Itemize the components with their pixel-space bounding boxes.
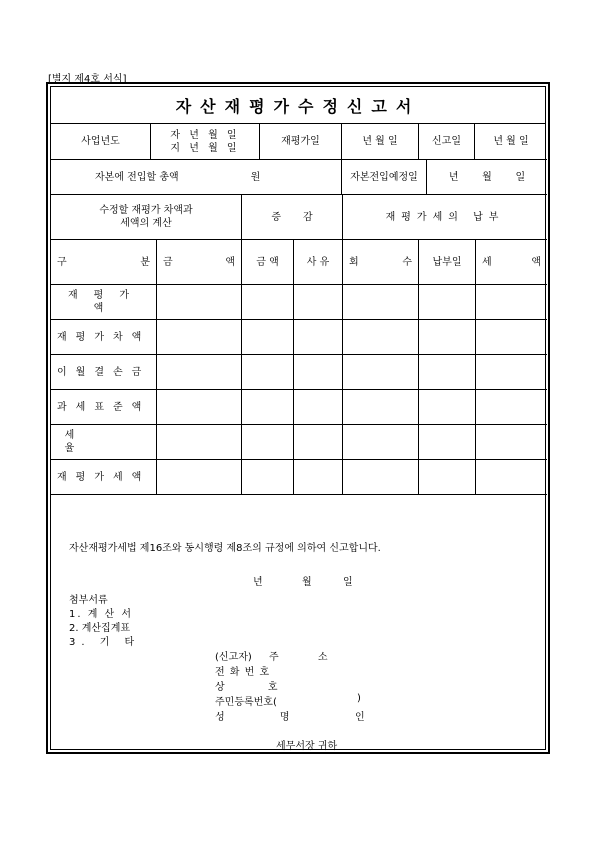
reporter-resident-no-close: ) [357,693,361,704]
installment-header-b: 수 [402,256,412,268]
row-installment-cell[interactable] [343,285,419,320]
row-incdec-amount-cell[interactable] [242,425,294,460]
capital-transfer-cell[interactable] [51,160,342,195]
row-tax-cell[interactable] [476,390,547,425]
transfer-plan-date-label: 자본전입예정일 [342,160,427,195]
row-due-date-cell[interactable] [419,285,476,320]
increase-label: 증 [271,211,281,223]
revaluation-date-label: 재평가일 [260,124,342,160]
row-label: 과세표준액 [51,390,157,425]
row-due-date-cell[interactable] [419,460,476,495]
row-amount-cell[interactable] [157,390,242,425]
date-day: 일 [343,577,353,588]
revaluation-diff-line1: 수정할 재평가 차액과 [99,205,193,216]
period-to-label: 지 년 월 일 [170,142,240,154]
row-tax-cell[interactable] [476,320,547,355]
row-due-date-cell[interactable] [419,425,476,460]
reason-header: 사 유 [294,240,343,285]
row-installment-cell[interactable] [343,460,419,495]
attachment-item-1: 1. 계 산 서 [69,609,134,620]
form-body [50,86,546,750]
category-header [51,240,157,285]
row-due-date-cell[interactable] [419,320,476,355]
category-header-a: 구 [57,256,67,268]
amount-header-a: 금 [163,256,173,268]
transfer-plan-date-value[interactable] [427,160,547,195]
row-incdec-amount-cell[interactable] [242,460,294,495]
tax-payment-header: 재평가세의 납부 [343,195,547,240]
attachments-title: 첨부서류 [69,595,108,606]
category-header-b: 분 [140,256,150,268]
amount-header [157,240,242,285]
declaration-statement: 자산재평가세법 제16조와 동시행령 제8조의 규정에 의하여 신고합니다. [69,543,381,554]
row-tax-cell[interactable] [476,425,547,460]
reporter-trade-name-label: 상 호 [215,682,298,693]
business-year-label: 사업년도 [51,124,151,160]
month-label: 월 [482,171,492,183]
amount-header-b: 액 [225,256,235,268]
day-label: 일 [515,171,526,183]
report-date-value[interactable]: 년 월 일 [475,124,547,160]
tax-header-b: 액 [531,256,541,268]
revaluation-date-value[interactable]: 년 월 일 [342,124,419,160]
tax-header-a: 세 [482,256,492,268]
row-label: 세율 [51,425,157,460]
reporter-name-label: 성 명 [215,712,316,723]
decrease-label: 감 [303,211,313,223]
row-label: 재평가액 [51,285,157,320]
revaluation-diff-line2: 세액의 계산 [120,218,172,229]
row-label: 이월결손금 [51,355,157,390]
row-installment-cell[interactable] [343,425,419,460]
row-installment-cell[interactable] [343,355,419,390]
row-due-date-cell[interactable] [419,355,476,390]
row-label: 재평가세액 [51,460,157,495]
row-incdec-amount-cell[interactable] [242,390,294,425]
row-reason-cell[interactable] [294,285,343,320]
row-label: 재평가차액 [51,320,157,355]
due-date-header: 납부일 [419,240,476,285]
attachment-item-2: 2. 계산집계표 [69,623,131,634]
period-cell [151,124,260,160]
tax-header [476,240,547,285]
date-year: 년 [253,577,263,588]
report-date-label: 신고일 [419,124,475,160]
attachment-item-3: 3. 기 타 [69,637,141,648]
revaluation-diff-label [51,195,242,240]
incdec-amount-header: 금 액 [242,240,294,285]
row-amount-cell[interactable] [157,355,242,390]
row-reason-cell[interactable] [294,390,343,425]
row-incdec-amount-cell[interactable] [242,355,294,390]
row-reason-cell[interactable] [294,460,343,495]
installment-header-a: 회 [349,256,359,268]
reporter-phone-label: 전 화 번 호 [215,667,271,678]
row-reason-cell[interactable] [294,355,343,390]
row-due-date-cell[interactable] [419,390,476,425]
row-installment-cell[interactable] [343,320,419,355]
row-installment-cell[interactable] [343,390,419,425]
date-month: 월 [302,577,312,588]
year-label: 년 [448,171,459,183]
addressee: 세무서장 귀하 [276,741,338,752]
row-amount-cell[interactable] [157,285,242,320]
row-incdec-amount-cell[interactable] [242,320,294,355]
row-amount-cell[interactable] [157,320,242,355]
form-outer-border [46,82,550,754]
won-label: 원 [250,171,261,183]
row-tax-cell[interactable] [476,355,547,390]
increase-decrease-header [242,195,343,240]
reporter-label: (신고자) [215,652,252,663]
row-tax-cell[interactable] [476,285,547,320]
declaration-area [51,519,545,752]
period-from-label: 자 년 월 일 [170,129,240,141]
row-tax-cell[interactable] [476,460,547,495]
form-title: 자산재평가수정신고서 [51,87,545,124]
reporter-resident-no-label: 주민등록번호( [215,697,277,708]
capital-transfer-label: 자본에 전입할 총액 [95,171,179,183]
row-reason-cell[interactable] [294,320,343,355]
row-reason-cell[interactable] [294,425,343,460]
seal-mark: 인 [355,712,365,723]
form-number-label: [별지 제4호 서식] [48,74,127,85]
row-incdec-amount-cell[interactable] [242,285,294,320]
row-amount-cell[interactable] [157,425,242,460]
row-amount-cell[interactable] [157,460,242,495]
installment-header [343,240,419,285]
reporter-address-label: 주 소 [269,652,346,663]
